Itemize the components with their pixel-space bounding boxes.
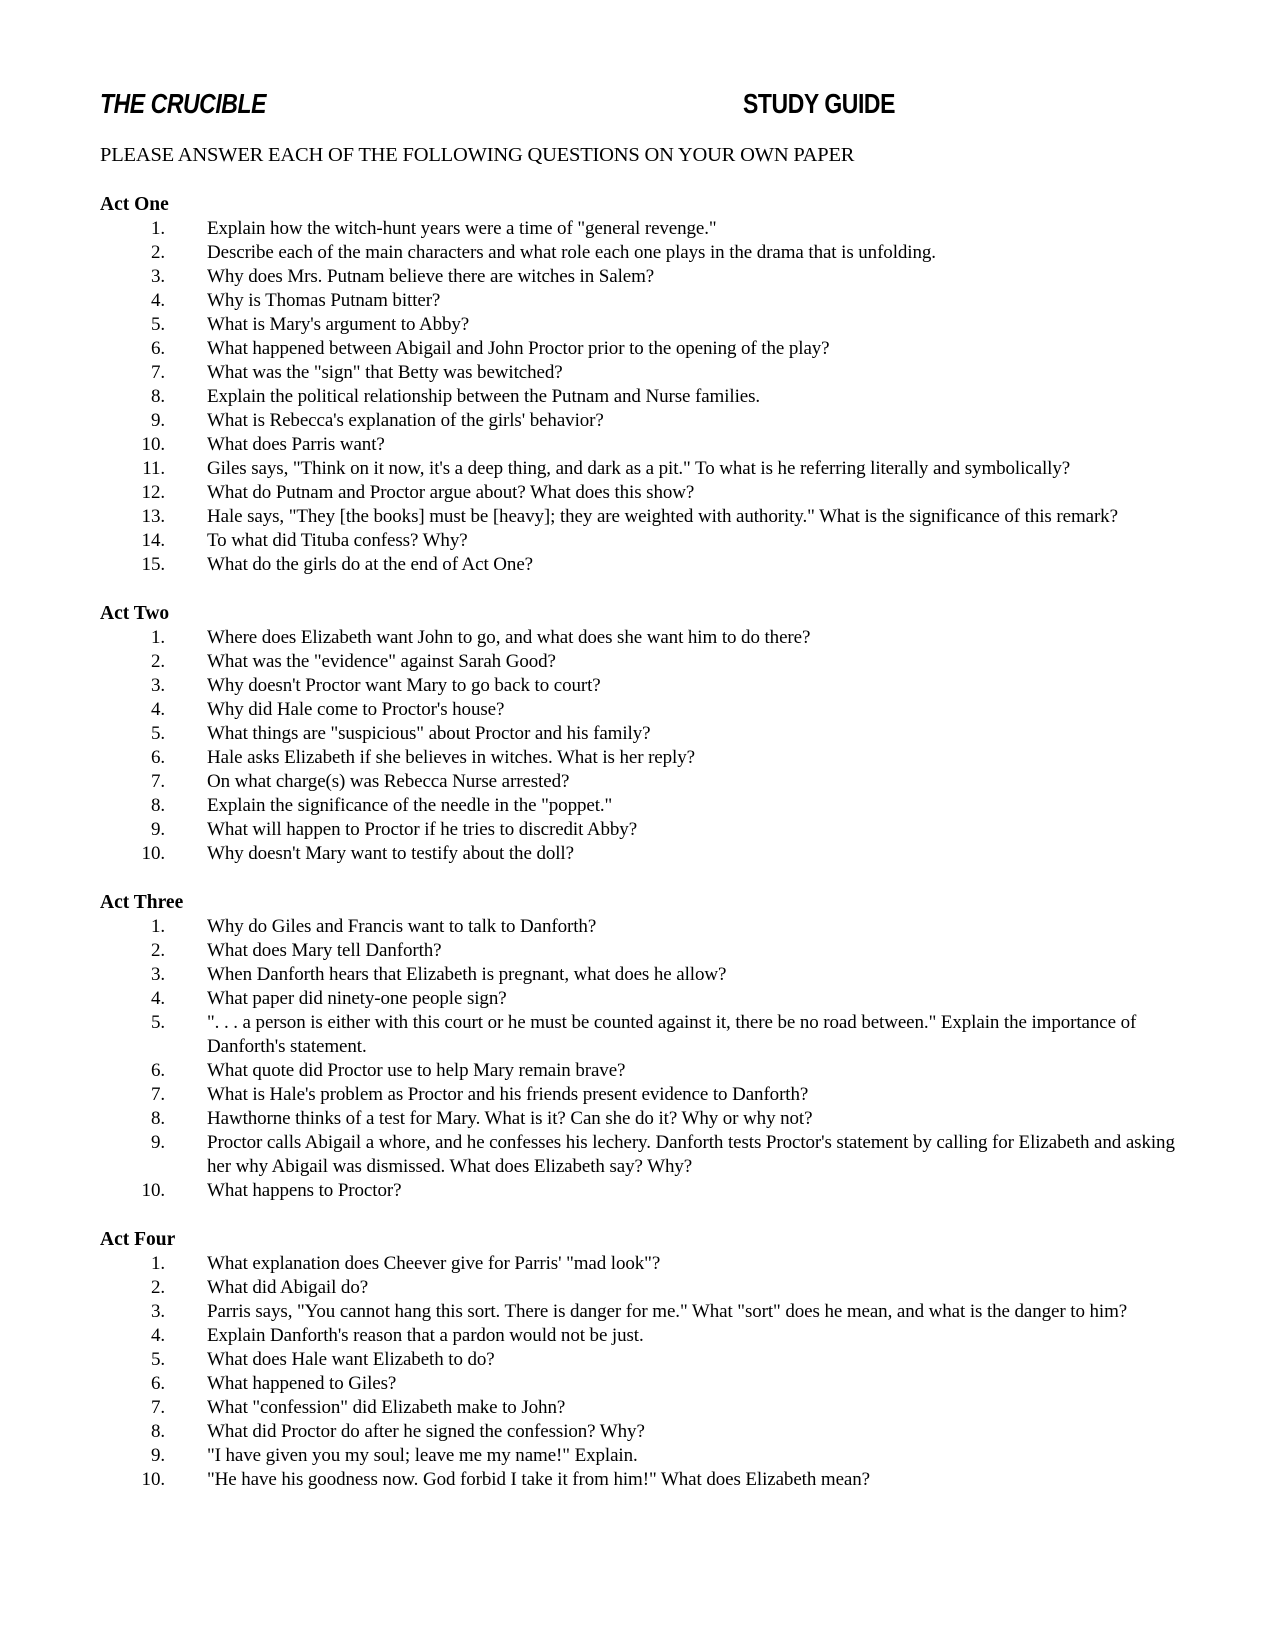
question-item xyxy=(100,746,1175,770)
question-item xyxy=(100,963,1175,987)
question-text: What is Mary's argument to Abby? xyxy=(207,314,470,335)
question-item xyxy=(100,1300,1175,1324)
question-number: 6. xyxy=(150,747,165,768)
question-text: Where does Elizabeth want John to go, and what does she want him to do there? xyxy=(207,627,811,648)
question-item xyxy=(100,1372,1175,1396)
question-text: Proctor calls Abigail a whore, and he confesses his lechery. Danforth tests Proctor's statement by calling for Elizabeth and asking her why Abigail was dismissed. What does Elizabeth say? Why? xyxy=(207,1132,1175,1177)
question-number: 8. xyxy=(150,386,165,407)
question-text: Giles says, "Think on it now, it's a deep thing, and dark as a pit." To what is he referring literally and symbolically? xyxy=(207,458,1071,479)
question-number: 3. xyxy=(150,675,165,696)
question-item xyxy=(100,674,1175,698)
question-item xyxy=(100,337,1175,361)
question-item xyxy=(100,1107,1175,1131)
question-text: Why did Hale come to Proctor's house? xyxy=(207,699,505,720)
question-number: 3. xyxy=(150,266,165,287)
question-item xyxy=(100,987,1175,1011)
question-text: ". . . a person is either with this court or he must be counted against it, there be no road between." Explain the importance of Danforth's statement. xyxy=(207,1012,1137,1057)
question-number: 2. xyxy=(150,242,165,263)
act-section xyxy=(100,1228,1175,1492)
question-text: Parris says, "You cannot hang this sort. There is danger for me." What "sort" does he mean, and what is the danger to him? xyxy=(207,1301,1128,1322)
question-text: What "confession" did Elizabeth make to John? xyxy=(207,1397,566,1418)
question-text: What happened between Abigail and John Proctor prior to the opening of the play? xyxy=(207,338,830,359)
question-text: Hale asks Elizabeth if she believes in witches. What is her reply? xyxy=(207,747,695,768)
question-item xyxy=(100,1276,1175,1300)
question-text: "He have his goodness now. God forbid I take it from him!" What does Elizabeth mean? xyxy=(207,1469,870,1490)
question-list xyxy=(100,626,1175,866)
question-text: What do Putnam and Proctor argue about? What does this show? xyxy=(207,482,695,503)
question-number: 7. xyxy=(150,1084,165,1105)
question-text: What was the "evidence" against Sarah Good? xyxy=(207,651,556,672)
question-text: Why does Mrs. Putnam believe there are witches in Salem? xyxy=(207,266,655,287)
question-number: 1. xyxy=(150,1253,165,1274)
question-item xyxy=(100,1396,1175,1420)
question-list xyxy=(100,217,1175,577)
question-number: 15. xyxy=(141,554,165,575)
question-number: 4. xyxy=(150,699,165,720)
question-number: 3. xyxy=(150,964,165,985)
question-number: 8. xyxy=(150,795,165,816)
question-text: What does Parris want? xyxy=(207,434,385,455)
question-number: 12. xyxy=(141,482,165,503)
question-number: 5. xyxy=(150,1349,165,1370)
question-item xyxy=(100,626,1175,650)
question-text: Why is Thomas Putnam bitter? xyxy=(207,290,441,311)
question-number: 10. xyxy=(141,843,165,864)
question-item xyxy=(100,698,1175,722)
question-number: 1. xyxy=(150,218,165,239)
question-text: What happened to Giles? xyxy=(207,1373,397,1394)
instruction-line: PLEASE ANSWER EACH OF THE FOLLOWING QUESTIONS ON YOUR OWN PAPER xyxy=(100,144,855,166)
question-text: Explain Danforth's reason that a pardon would not be just. xyxy=(207,1325,644,1346)
question-text: What paper did ninety-one people sign? xyxy=(207,988,507,1009)
question-number: 8. xyxy=(150,1421,165,1442)
question-text: Why doesn't Mary want to testify about the doll? xyxy=(207,843,574,864)
question-text: What is Rebecca's explanation of the girls' behavior? xyxy=(207,410,604,431)
question-text: What is Hale's problem as Proctor and his friends present evidence to Danforth? xyxy=(207,1084,809,1105)
question-item xyxy=(100,409,1175,433)
question-number: 2. xyxy=(150,940,165,961)
act-heading: Act Two xyxy=(100,603,170,624)
question-text: What did Proctor do after he signed the confession? Why? xyxy=(207,1421,645,1442)
question-number: 4. xyxy=(150,1325,165,1346)
question-list xyxy=(100,1252,1175,1492)
question-item xyxy=(100,553,1175,577)
question-item xyxy=(100,1348,1175,1372)
question-item xyxy=(100,1083,1175,1107)
question-item xyxy=(100,722,1175,746)
act-heading: Act One xyxy=(100,194,169,215)
question-item xyxy=(100,1420,1175,1444)
question-text: What happens to Proctor? xyxy=(207,1180,402,1201)
question-item xyxy=(100,529,1175,553)
question-number: 1. xyxy=(150,627,165,648)
question-number: 5. xyxy=(150,723,165,744)
question-item xyxy=(100,818,1175,842)
question-number: 9. xyxy=(150,410,165,431)
sections-container xyxy=(100,193,1175,1492)
question-text: Why do Giles and Francis want to talk to Danforth? xyxy=(207,916,597,937)
question-number: 8. xyxy=(150,1108,165,1129)
question-text: When Danforth hears that Elizabeth is pregnant, what does he allow? xyxy=(207,964,727,985)
question-text: Describe each of the main characters and what role each one plays in the drama that is unfolding. xyxy=(207,242,936,263)
question-item xyxy=(100,241,1175,265)
question-text: Explain the political relationship between the Putnam and Nurse families. xyxy=(207,386,761,407)
question-item xyxy=(100,361,1175,385)
question-item xyxy=(100,289,1175,313)
question-number: 7. xyxy=(150,362,165,383)
question-item xyxy=(100,313,1175,337)
question-text: Explain how the witch-hunt years were a time of "general revenge." xyxy=(207,218,717,239)
question-text: Explain the significance of the needle in the "poppet." xyxy=(207,795,613,816)
act-section xyxy=(100,193,1175,577)
question-text: What was the "sign" that Betty was bewitched? xyxy=(207,362,563,383)
question-item xyxy=(100,939,1175,963)
question-item xyxy=(100,505,1175,529)
question-number: 9. xyxy=(150,1445,165,1466)
question-item xyxy=(100,770,1175,794)
question-item xyxy=(100,481,1175,505)
question-item xyxy=(100,217,1175,241)
question-number: 4. xyxy=(150,988,165,1009)
question-number: 6. xyxy=(150,1060,165,1081)
act-section xyxy=(100,602,1175,866)
act-heading: Act Three xyxy=(100,892,184,913)
question-item xyxy=(100,1179,1175,1203)
question-item xyxy=(100,1252,1175,1276)
question-text: To what did Tituba confess? Why? xyxy=(207,530,468,551)
question-number: 1. xyxy=(150,916,165,937)
question-text: What did Abigail do? xyxy=(207,1277,369,1298)
question-number: 5. xyxy=(150,1012,165,1033)
question-number: 2. xyxy=(150,1277,165,1298)
question-item xyxy=(100,265,1175,289)
question-text: What do the girls do at the end of Act One? xyxy=(207,554,533,575)
question-number: 9. xyxy=(150,1132,165,1153)
question-number: 4. xyxy=(150,290,165,311)
question-number: 3. xyxy=(150,1301,165,1322)
question-number: 9. xyxy=(150,819,165,840)
question-text: Hawthorne thinks of a test for Mary. What is it? Can she do it? Why or why not? xyxy=(207,1108,813,1129)
question-list xyxy=(100,915,1175,1203)
question-number: 2. xyxy=(150,651,165,672)
question-text: What quote did Proctor use to help Mary remain brave? xyxy=(207,1060,626,1081)
question-item xyxy=(100,1324,1175,1348)
question-number: 10. xyxy=(141,1469,165,1490)
question-text: Hale says, "They [the books] must be [heavy]; they are weighted with authority." What is the significance of this remark? xyxy=(207,506,1118,527)
question-number: 14. xyxy=(141,530,165,551)
document-subtitle-study-guide: STUDY GUIDE xyxy=(743,88,895,119)
question-text: What will happen to Proctor if he tries to discredit Abby? xyxy=(207,819,638,840)
question-number: 11. xyxy=(142,458,165,479)
question-number: 10. xyxy=(141,1180,165,1201)
question-item xyxy=(100,915,1175,939)
question-number: 10. xyxy=(141,434,165,455)
question-text: Why doesn't Proctor want Mary to go back to court? xyxy=(207,675,601,696)
question-number: 7. xyxy=(150,771,165,792)
question-item xyxy=(100,457,1175,481)
question-text: What explanation does Cheever give for Parris' "mad look"? xyxy=(207,1253,661,1274)
question-item xyxy=(100,433,1175,457)
question-number: 5. xyxy=(150,314,165,335)
question-item xyxy=(100,1468,1175,1492)
question-text: "I have given you my soul; leave me my name!" Explain. xyxy=(207,1445,638,1466)
question-item xyxy=(100,1131,1175,1179)
question-item xyxy=(100,794,1175,818)
act-section xyxy=(100,891,1175,1203)
question-text: What things are "suspicious" about Proctor and his family? xyxy=(207,723,651,744)
question-number: 6. xyxy=(150,1373,165,1394)
question-item xyxy=(100,650,1175,674)
question-number: 13. xyxy=(141,506,165,527)
question-item xyxy=(100,1059,1175,1083)
question-text: What does Hale want Elizabeth to do? xyxy=(207,1349,495,1370)
question-item xyxy=(100,1444,1175,1468)
question-item xyxy=(100,385,1175,409)
question-item xyxy=(100,1011,1175,1059)
document-title: THE CRUCIBLE xyxy=(100,88,267,119)
question-text: On what charge(s) was Rebecca Nurse arrested? xyxy=(207,771,570,792)
question-text: What does Mary tell Danforth? xyxy=(207,940,442,961)
act-heading: Act Four xyxy=(100,1229,176,1250)
question-number: 6. xyxy=(150,338,165,359)
question-item xyxy=(100,842,1175,866)
question-number: 7. xyxy=(150,1397,165,1418)
document-header xyxy=(100,88,1175,120)
